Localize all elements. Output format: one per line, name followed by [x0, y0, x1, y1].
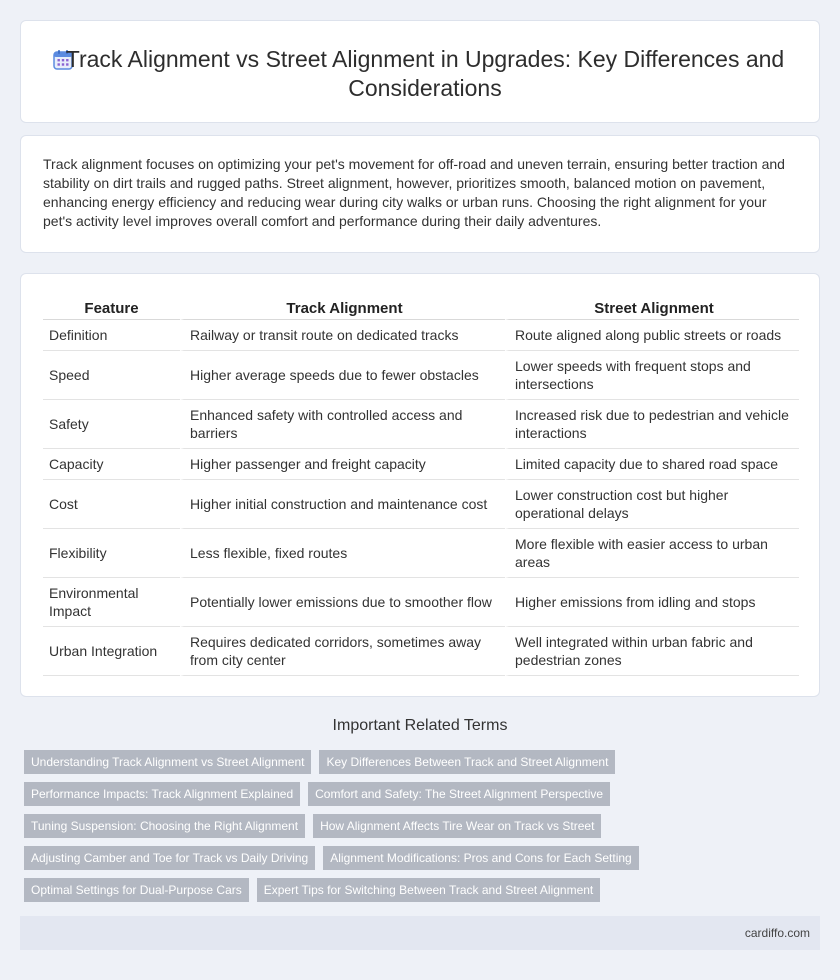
street-cell: More flexible with easier access to urban areas [505, 529, 799, 578]
track-cell: Enhanced safety with controlled access and barriers [180, 400, 505, 449]
street-cell: Lower speeds with frequent stops and intersections [505, 351, 799, 400]
related-term-tag[interactable]: How Alignment Affects Tire Wear on Track vs Street [313, 814, 601, 838]
page-title: Track Alignment vs Street Alignment in Upgrades: Key Differences and Considerations [65, 46, 785, 101]
track-cell: Higher average speeds due to fewer obstacles [180, 351, 505, 400]
table-row [43, 529, 799, 578]
table-header-row [43, 296, 799, 320]
track-cell: Higher passenger and freight capacity [180, 449, 505, 480]
track-cell: Potentially lower emissions due to smoother flow [180, 578, 505, 627]
header-track-alignment: Track Alignment [180, 296, 505, 320]
street-cell: Lower construction cost but higher operational delays [505, 480, 799, 529]
related-term-tag[interactable]: Performance Impacts: Track Alignment Explained [24, 782, 300, 806]
header-card [20, 20, 820, 123]
related-term-tag[interactable]: Understanding Track Alignment vs Street Alignment [24, 750, 311, 774]
feature-cell: Safety [43, 400, 180, 449]
feature-cell: Capacity [43, 449, 180, 480]
track-cell: Higher initial construction and maintenance cost [180, 480, 505, 529]
track-cell: Less flexible, fixed routes [180, 529, 505, 578]
related-term-tag[interactable]: Expert Tips for Switching Between Track and Street Alignment [257, 878, 601, 902]
intro-paragraph: Track alignment focuses on optimizing your pet's movement for off-road and uneven terrain, ensuring better traction and stability on dirt trails and rugged paths. Street alignment, however, prioritizes smooth, balanced motion on pavement, enhancing energy efficiency and reducing wear during city walks or urban runs. Choosing the right alignment for your pet's activity level improves overall comfort and performance during their daily adventures. [43, 156, 785, 229]
feature-cell: Urban Integration [43, 627, 180, 676]
related-term-tag[interactable]: Tuning Suspension: Choosing the Right Alignment [24, 814, 305, 838]
feature-cell: Definition [43, 320, 180, 351]
comparison-card [20, 273, 820, 697]
related-term-tag[interactable]: Optimal Settings for Dual-Purpose Cars [24, 878, 249, 902]
street-cell: Increased risk due to pedestrian and vehicle interactions [505, 400, 799, 449]
related-term-tag[interactable]: Key Differences Between Track and Street Alignment [319, 750, 615, 774]
intro-card [20, 135, 820, 253]
table-row [43, 578, 799, 627]
comparison-table [43, 296, 799, 676]
related-terms-list [24, 750, 824, 910]
street-cell: Route aligned along public streets or roads [505, 320, 799, 351]
table-row [43, 480, 799, 529]
footer-site-link[interactable]: cardiffo.com [744, 926, 810, 940]
track-cell: Railway or transit route on dedicated tracks [180, 320, 505, 351]
footer [20, 916, 820, 950]
related-term-tag[interactable]: Comfort and Safety: The Street Alignment Perspective [308, 782, 610, 806]
header-feature: Feature [43, 296, 180, 320]
related-terms-heading: Important Related Terms [332, 717, 508, 734]
table-row [43, 449, 799, 480]
table-row [43, 320, 799, 351]
feature-cell: Speed [43, 351, 180, 400]
table-row [43, 627, 799, 676]
header-street-alignment: Street Alignment [505, 296, 799, 320]
feature-cell: Flexibility [43, 529, 180, 578]
related-term-tag[interactable]: Alignment Modifications: Pros and Cons for Each Setting [323, 846, 639, 870]
street-cell: Limited capacity due to shared road space [505, 449, 799, 480]
table-row [43, 400, 799, 449]
table-row [43, 351, 799, 400]
street-cell: Well integrated within urban fabric and pedestrian zones [505, 627, 799, 676]
feature-cell: Environmental Impact [43, 578, 180, 627]
track-cell: Requires dedicated corridors, sometimes away from city center [180, 627, 505, 676]
street-cell: Higher emissions from idling and stops [505, 578, 799, 627]
related-term-tag[interactable]: Adjusting Camber and Toe for Track vs Daily Driving [24, 846, 315, 870]
feature-cell: Cost [43, 480, 180, 529]
